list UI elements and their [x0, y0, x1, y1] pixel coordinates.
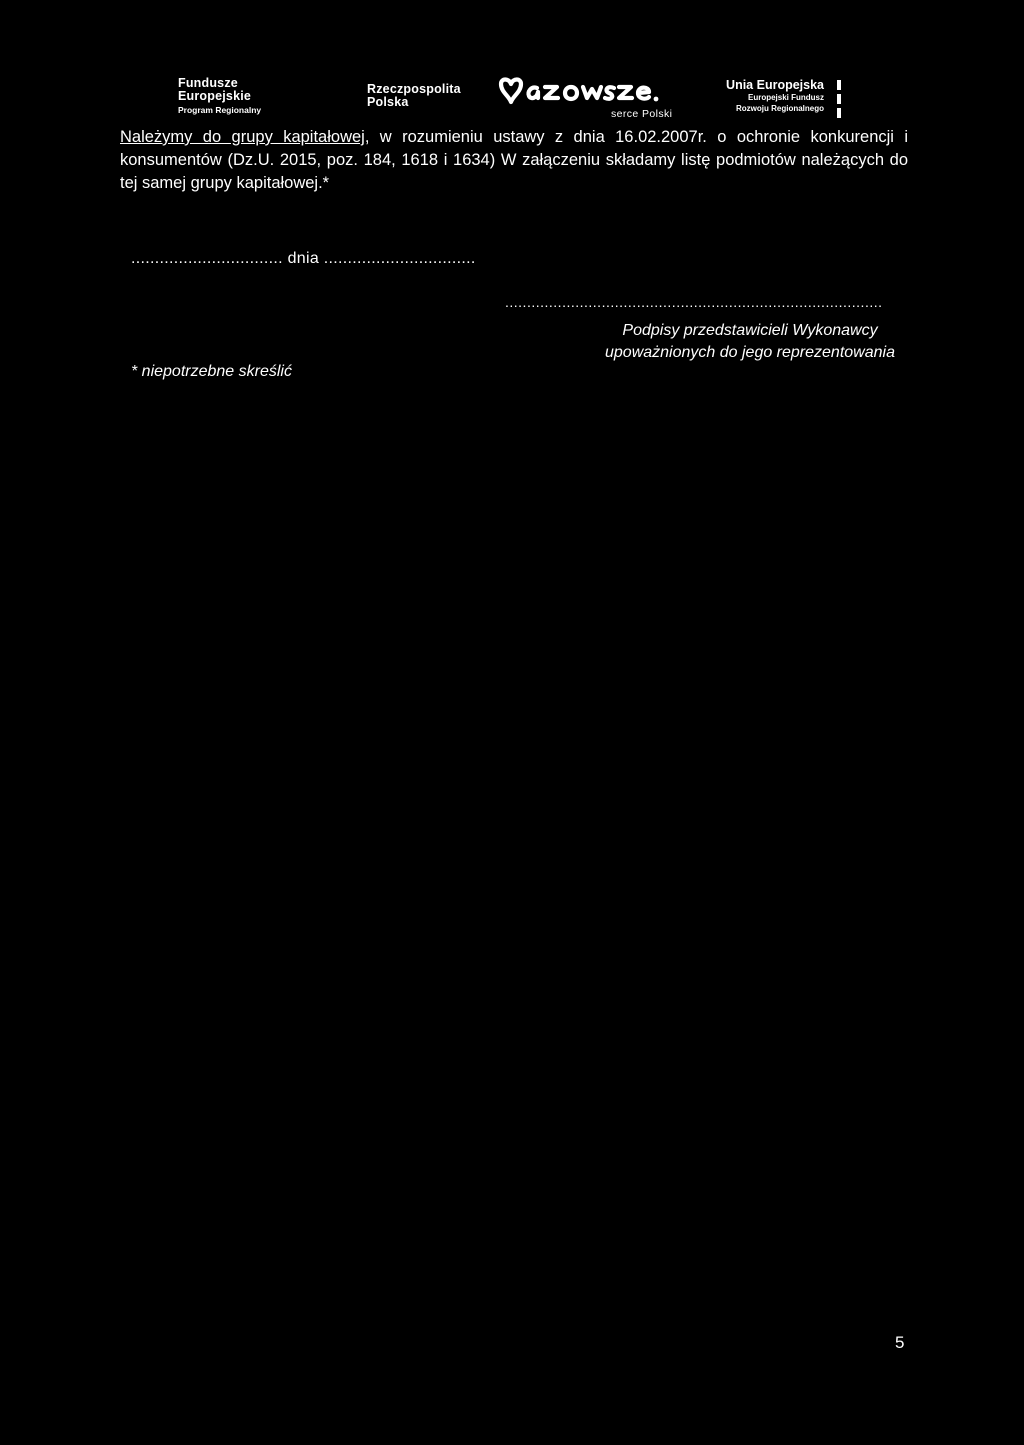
declaration-lead-underlined: Należymy do grupy kapitałowej: [120, 128, 365, 146]
mazowsze-tagline: serce Polski: [611, 108, 673, 120]
ue-logo-line1: Unia Europejska: [726, 78, 824, 92]
signature-caption: [560, 320, 940, 364]
signature-caption-line2: upoważnionych do jego reprezentowania: [605, 344, 895, 361]
mazowsze-logo: [497, 76, 697, 124]
fe-logo-line1: Fundusze: [178, 76, 238, 90]
declaration-rest: , w rozumieniu ustawy z dnia 16.02.2007r. o ochronie konkurencji i konsumentów (Dz.U. 2015, poz. 184, 1618 i 1634) W załączeniu składamy listę podmiotów należących do tej samej grupy kapitałowej.*: [120, 128, 908, 192]
fe-logo-line2: Europejskie: [178, 89, 252, 103]
fundusze-europejskie-logo: [178, 77, 261, 117]
footnote: * niepotrzebne skreślić: [131, 363, 292, 380]
page-number: 5: [895, 1333, 905, 1352]
unia-europejska-logo: [726, 78, 824, 114]
signature-line: ......................................................................................: [505, 294, 883, 310]
fe-logo-line3: Program Regionalny: [178, 105, 262, 115]
rzeczpospolita-polska-logo: [367, 83, 461, 109]
ue-logo-line3: Rozwoju Regionalnego: [736, 104, 824, 113]
signature-caption-line1: Podpisy przedstawicieli Wykonawcy: [622, 322, 878, 339]
mazowsze-wordmark-icon: [497, 76, 697, 110]
rp-logo-line1: Rzeczpospolita: [367, 82, 461, 96]
rp-logo-line2: Polska: [367, 95, 409, 109]
ue-logo-line2: Europejski Fundusz: [747, 93, 824, 102]
place-date-line: ................................ dnia ................................: [131, 250, 476, 267]
declaration-paragraph: [120, 126, 908, 195]
ue-flag-bars-icon: [837, 80, 841, 120]
